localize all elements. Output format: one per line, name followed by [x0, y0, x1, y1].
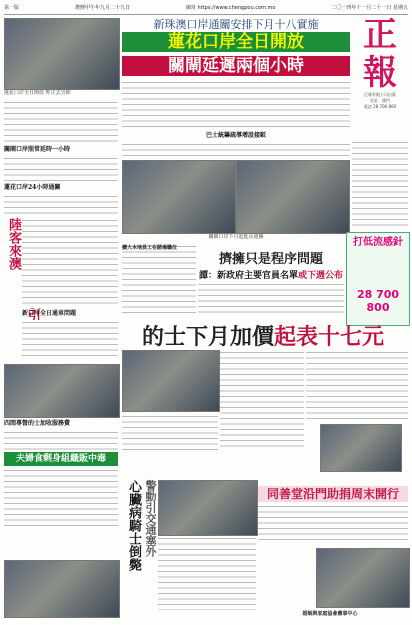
sub-headline: 新珠澳口岸通關安排下月十八實施	[153, 18, 319, 31]
masthead-logo: 正報	[363, 15, 397, 93]
right-banner: 同善堂沿門助捐周末開行	[258, 486, 408, 502]
vertical-headline-left: 引 陸客來澳	[6, 218, 40, 322]
bottom-right-text	[258, 504, 408, 544]
ad-phone: 28 700 800	[356, 288, 400, 314]
taxi-headline	[118, 320, 408, 350]
bottom-left-text	[4, 468, 118, 528]
left-head-3: 新口岸全日通車問題	[22, 310, 77, 317]
story2-text	[198, 282, 344, 316]
flu-ad[interactable]	[346, 232, 410, 326]
left-head-2: 蓮花口岸24小時通關	[4, 184, 61, 191]
left-head-1: 關閘口岸照常延時一小時	[4, 146, 71, 153]
left-photo-2	[4, 364, 120, 418]
bottom-left-photo	[4, 560, 120, 618]
top-bar	[4, 2, 408, 15]
center-photo-2	[236, 160, 350, 234]
masthead-info-3: 電話 28 700 800	[363, 104, 397, 109]
vertical-headline-bottom: 心臟病騎士倒斃	[126, 480, 141, 571]
left-text-5	[22, 320, 118, 360]
site-url[interactable]: 網址 https://www.chengpou.com.mo	[185, 5, 276, 11]
taxi-text-3	[122, 414, 218, 454]
center-photo-1	[122, 160, 236, 234]
green-banner: 夫婦食剩身組織販中毒	[4, 452, 118, 466]
middle-head: 擴大本地員工在賭場職位	[122, 245, 178, 251]
date: 二〇一四年十一月二十一日 星期五	[331, 5, 408, 11]
main-headline-2: 關閘延遲兩個小時	[122, 56, 350, 76]
story2-subhead	[198, 268, 344, 281]
taxi-head-red: 起表十七元	[274, 324, 385, 350]
footer-note: 婚姻與家庭協會應事中心	[302, 611, 358, 617]
masthead-details	[352, 140, 408, 226]
top-left-photo	[4, 18, 120, 90]
masthead	[352, 16, 408, 136]
left-text-4	[22, 218, 118, 308]
vertical-headline-bottom-2: 警動引交通塞外	[144, 480, 157, 557]
taxi-press-photo	[122, 350, 220, 412]
middle-text	[122, 244, 196, 316]
left-text-1	[4, 100, 118, 144]
bottom-right-photo	[316, 548, 410, 608]
lunar-date: 農曆甲午年九月二十九日	[74, 5, 130, 11]
center-photo-caption: 關閘口岸下月起延長通關	[208, 234, 264, 240]
top-left-caption: 蓮花口岸全日開放 昨正式宣佈	[4, 90, 71, 96]
masthead-info-2: 社址：澳門	[370, 98, 390, 103]
left-text-6	[4, 430, 118, 450]
story2-headline: 擠擁只是程序問題	[218, 252, 323, 267]
bottom-mid-text	[158, 536, 256, 610]
taxi-text-1	[220, 350, 304, 450]
left-text-3	[4, 194, 118, 214]
story2-sub-black: 譚：新政府主要官員名單	[198, 271, 298, 281]
left-text-2	[4, 156, 118, 182]
page-number: 第一版	[4, 5, 20, 11]
masthead-info-1: 正報有限公司出版	[364, 92, 396, 97]
center-text-1	[122, 80, 350, 130]
story2-sub-red: 或下週公布	[298, 271, 344, 281]
taxi-head-black: 的士下月加價	[141, 324, 274, 350]
left-lower-head: 四間專營的士加收服務費	[4, 420, 71, 427]
taxi-text-2	[306, 350, 408, 420]
center-head: 巴士統籌疏導增設接駁	[205, 132, 266, 139]
ad-title: 打低流感針	[353, 237, 403, 248]
main-headline-1: 蓮花口岸全日開放	[122, 32, 350, 52]
center-text-2	[122, 142, 350, 158]
accident-photo	[158, 480, 258, 536]
taxi-car-photo	[320, 424, 402, 472]
